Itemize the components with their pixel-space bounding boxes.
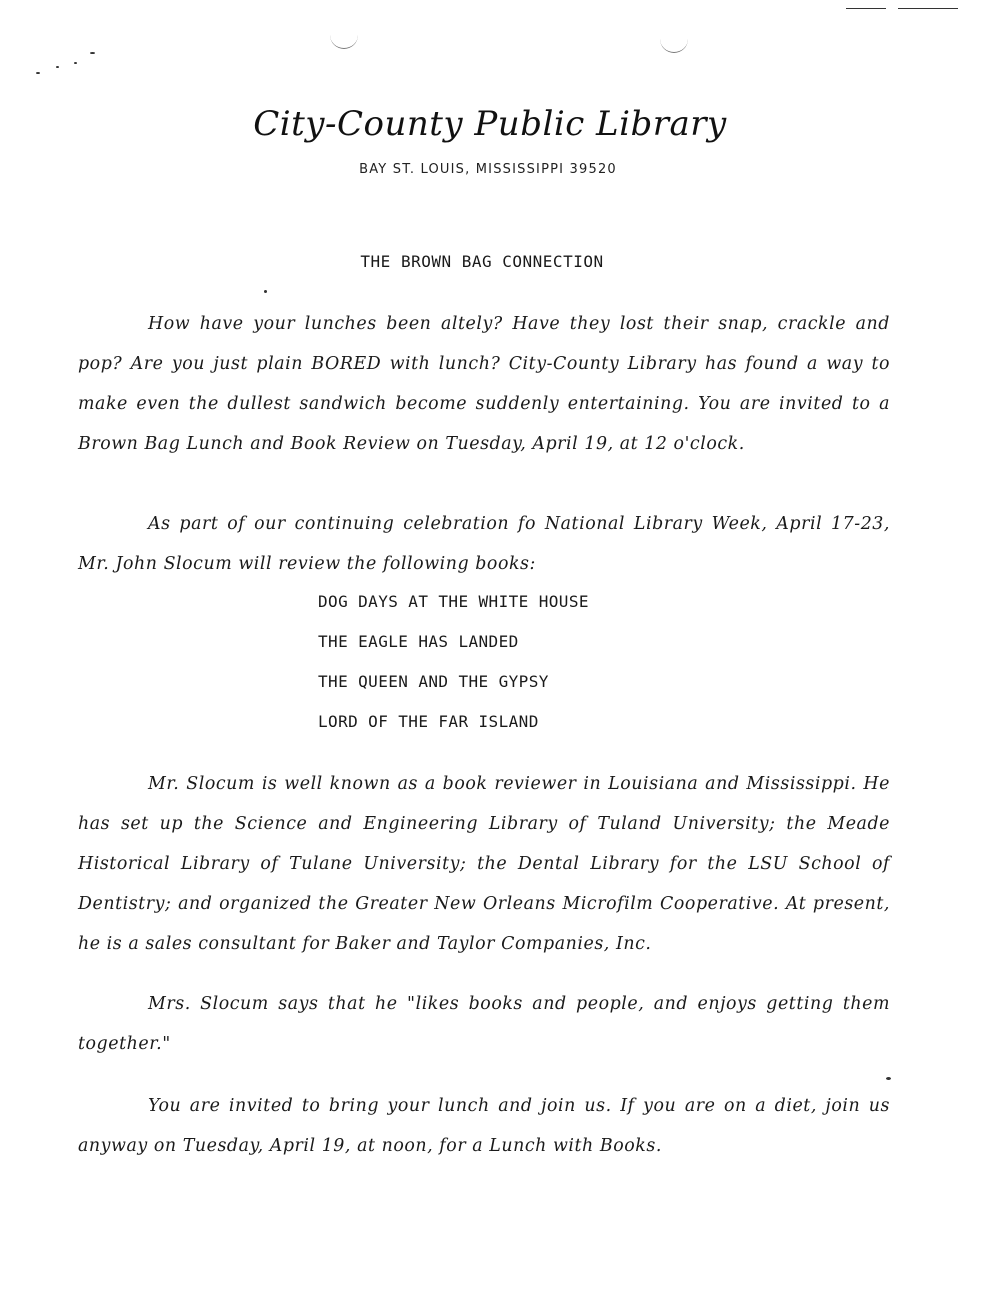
scan-speck bbox=[898, 8, 958, 9]
paragraph-library-week: As part of our continuing celebration fo National Library Week, April 17-23, Mr. John Slocum will review the following books: bbox=[78, 514, 890, 574]
book-title: THE EAGLE HAS LANDED bbox=[318, 632, 519, 651]
paragraph-closing: You are invited to bring your lunch and join us. If you are on a diet, join us anyway on Tuesday, April 19, at noon, for a Lunch with Books. bbox=[78, 1096, 890, 1156]
book-title: DOG DAYS AT THE WHITE HOUSE bbox=[318, 592, 589, 611]
scan-speck bbox=[36, 72, 40, 74]
paragraph-invitation: How have your lunches been altely? Have they lost their snap, crackle and pop? Are you just plain BORED with lunch? City-County Library has found a way to make even the dullest sandwich become suddenly entertaining. You are invited to a Brown Bag Lunch and Book Review on Tuesday, April 19, at 12 o'clock. bbox=[78, 314, 890, 454]
scan-speck bbox=[886, 1077, 891, 1080]
scan-speck bbox=[264, 290, 267, 293]
book-list bbox=[318, 582, 589, 742]
scan-speck bbox=[846, 8, 886, 9]
letterhead-address: BAY ST. LOUIS, MISSISSIPPI 39520 bbox=[359, 162, 617, 177]
scan-speck bbox=[74, 62, 77, 64]
scan-speck bbox=[56, 66, 59, 68]
document-title: THE BROWN BAG CONNECTION bbox=[360, 252, 604, 271]
paragraph-quote: Mrs. Slocum says that he "likes books and people, and enjoys getting them together." bbox=[78, 994, 890, 1054]
paragraph-reviewer-bio: Mr. Slocum is well known as a book reviewer in Louisiana and Mississippi. He has set up the Science and Engineering Library of Tuland University; the Meade Historical Library of Tulane University; the Dental Library for the LSU School of Dentistry; and organized the Greater New Orleans Microfilm Cooperative. At present, he is a sales consultant for Baker and Taylor Companies, Inc. bbox=[78, 774, 890, 954]
hole-punch-mark bbox=[660, 38, 688, 53]
scan-speck bbox=[90, 52, 95, 54]
letterhead-library-name: City-County Public Library bbox=[253, 104, 727, 144]
book-title: LORD OF THE FAR ISLAND bbox=[318, 712, 539, 731]
hole-punch-mark bbox=[330, 34, 358, 49]
book-title: THE QUEEN AND THE GYPSY bbox=[318, 672, 549, 691]
